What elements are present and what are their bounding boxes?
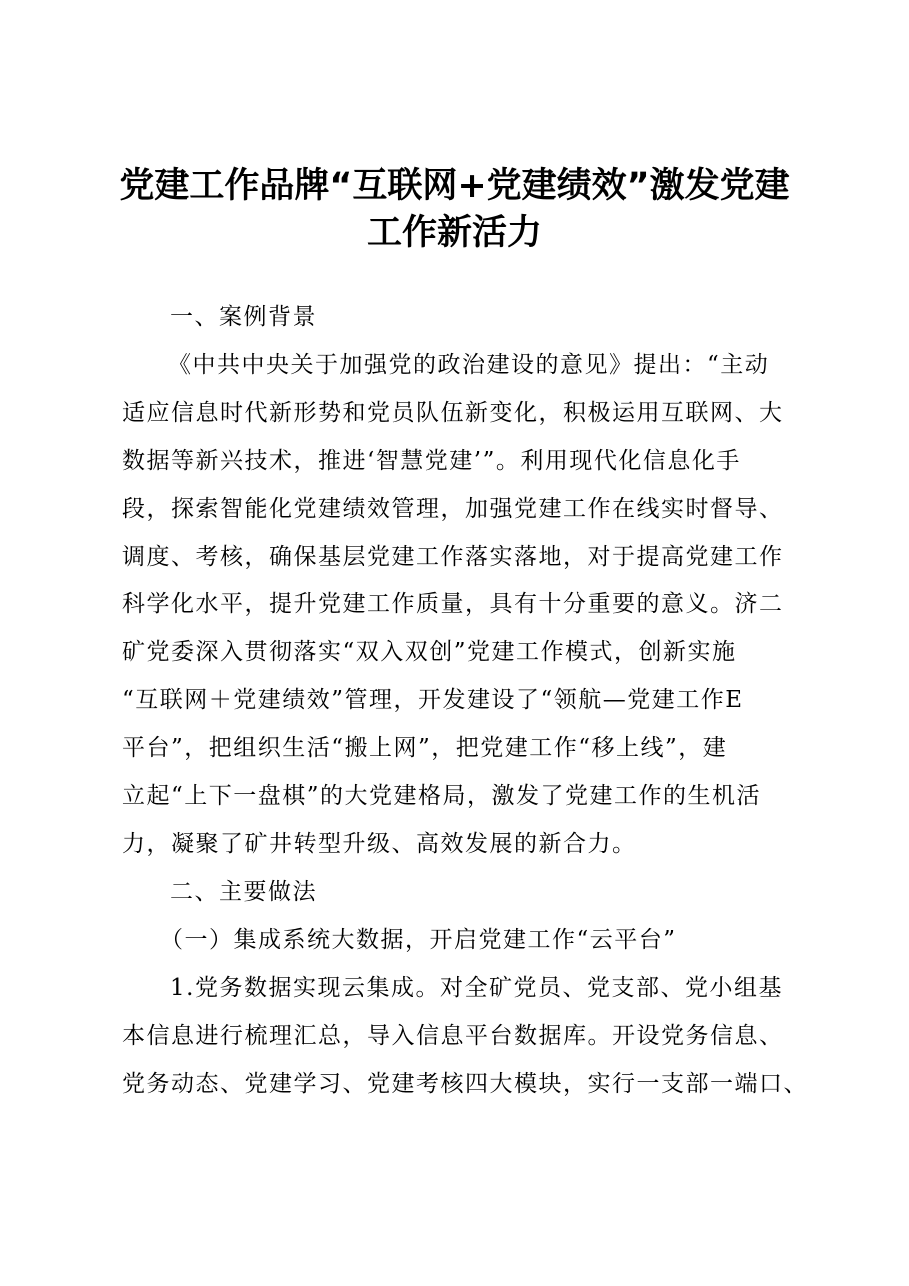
paragraph-line: 调度、考核，确保基层党建工作落实落地，对于提高党建工作 <box>122 544 784 570</box>
paragraph-line: 适应信息时代新形势和党员队伍新变化，积极运用互联网、大 <box>122 400 784 426</box>
paragraph-line: 数据等新兴技术，推进‘智慧党建’”。利用现代化信息化手 <box>122 448 741 474</box>
paragraph-line: 力，凝聚了矿井转型升级、高效发展的新合力。 <box>122 831 637 857</box>
section-heading-background: 一、案例背景 <box>170 304 317 330</box>
paragraph-line: 段，探索智能化党建绩效管理，加强党建工作在线实时督导、 <box>122 496 784 522</box>
document-title-line-1: 党建工作品牌“互联网+党建绩效”激发党建 <box>119 166 790 206</box>
subsection-heading: （一）集成系统大数据，开启党建工作“云平台” <box>160 927 677 953</box>
paragraph-line: 立起“上下一盘棋”的大党建格局，激发了党建工作的生机活 <box>122 783 762 809</box>
paragraph-line: 党务动态、党建学习、党建考核四大模块，实行一支部一端口、 <box>122 1071 808 1097</box>
paragraph-line: 平台”，把组织生活“搬上网”，把党建工作“移上线”，建 <box>122 735 728 761</box>
paragraph-line: 1.党务数据实现云集成。对全矿党员、党支部、党小组基 <box>170 975 783 1001</box>
paragraph-line: “互联网＋党建绩效”管理，开发建设了“领航—党建工作E <box>122 687 744 713</box>
paragraph-line: 矿党委深入贯彻落实“双入双创”党建工作模式，创新实施 <box>122 639 737 665</box>
section-heading-methods: 二、主要做法 <box>170 879 317 905</box>
paragraph-line: 科学化水平，提升党建工作质量，具有十分重要的意义。济二 <box>122 591 784 617</box>
paragraph-line: 《中共中央关于加强党的政治建设的意见》提出：“主动 <box>168 352 770 378</box>
document-title-line-2: 工作新活力 <box>366 213 542 253</box>
paragraph-line: 本信息进行梳理汇总，导入信息平台数据库。开设党务信息、 <box>122 1023 784 1049</box>
